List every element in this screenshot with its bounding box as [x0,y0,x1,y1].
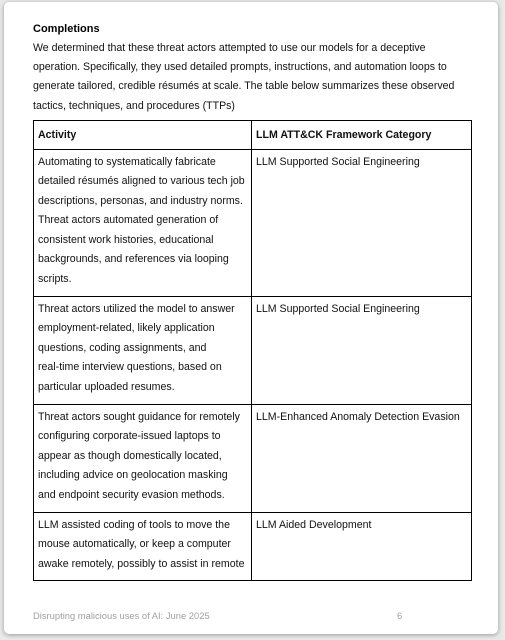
activity-line: LLM assisted coding of tools to move the [38,518,230,531]
footer-text: Disrupting malicious uses of AI: June 2025 [33,610,210,621]
activity-cell [34,404,252,512]
activity-line: and endpoint security evasion methods. [38,488,225,501]
activity-line: appear as though domestically located, [38,449,222,462]
table-header-row [34,120,472,149]
activity-line: backgrounds, and references via looping [38,253,229,266]
activity-cell [34,296,252,404]
intro-paragraph [33,39,475,116]
activity-line: including advice on geolocation masking [38,469,228,482]
activity-line: detailed résumés aligned to various tech job [38,175,245,188]
category-cell [252,296,472,404]
category-cell [252,149,472,296]
activity-line: particular uploaded resumes. [38,380,175,393]
activity-line: consistent work histories, educational [38,233,214,246]
activity-line: Threat actors utilized the model to answer [38,302,235,315]
column-header-category: LLM ATT&CK Framework Category [252,120,472,149]
intro-line: We determined that these threat actors attempted to use our models for a deceptive [33,42,426,54]
activity-line: questions, coding assignments, and [38,341,207,354]
section-heading: Completions [33,23,100,35]
category-cell [252,404,472,512]
intro-line: operation. Specifically, they used detailed prompts, instructions, and automation loops to [33,61,447,74]
page-footer [33,610,475,621]
table-row [34,512,472,580]
ttp-table [33,120,472,581]
activity-line: configuring corporate-issued laptops to [38,430,221,443]
document-page [4,2,498,634]
activity-line: awake remotely, possibly to assist in remote [38,557,245,570]
category-cell [252,512,472,580]
activity-line: scripts. [38,272,72,285]
activity-cell [34,149,252,296]
category-text: LLM Supported Social Engineering [256,155,420,168]
table-row [34,404,472,512]
page-number: 6 [397,610,403,621]
activity-line: Automating to systematically fabricate [38,155,216,168]
table-row [34,296,472,404]
intro-line: generate tailored, credible résumés at scale. The table below summarizes these observed [33,80,455,93]
category-text: LLM-Enhanced Anomaly Detection Evasion [256,410,460,423]
activity-line: Threat actors sought guidance for remotely [38,410,240,423]
table-row [34,149,472,296]
category-text: LLM Supported Social Engineering [256,302,420,315]
activity-line: employment-related, likely application [38,322,215,335]
intro-line: tactics, techniques, and procedures (TTPs) [33,99,235,112]
activity-line: mouse automatically, or keep a computer [38,538,231,551]
column-header-activity: Activity [34,120,252,149]
activity-cell [34,512,252,580]
page-content [33,22,475,581]
activity-line: real-time interview questions, based on [38,361,222,374]
activity-line: Threat actors automated generation of [38,214,219,227]
activity-line: descriptions, personas, and industry norms. [38,194,243,207]
category-text: LLM Aided Development [256,518,372,531]
